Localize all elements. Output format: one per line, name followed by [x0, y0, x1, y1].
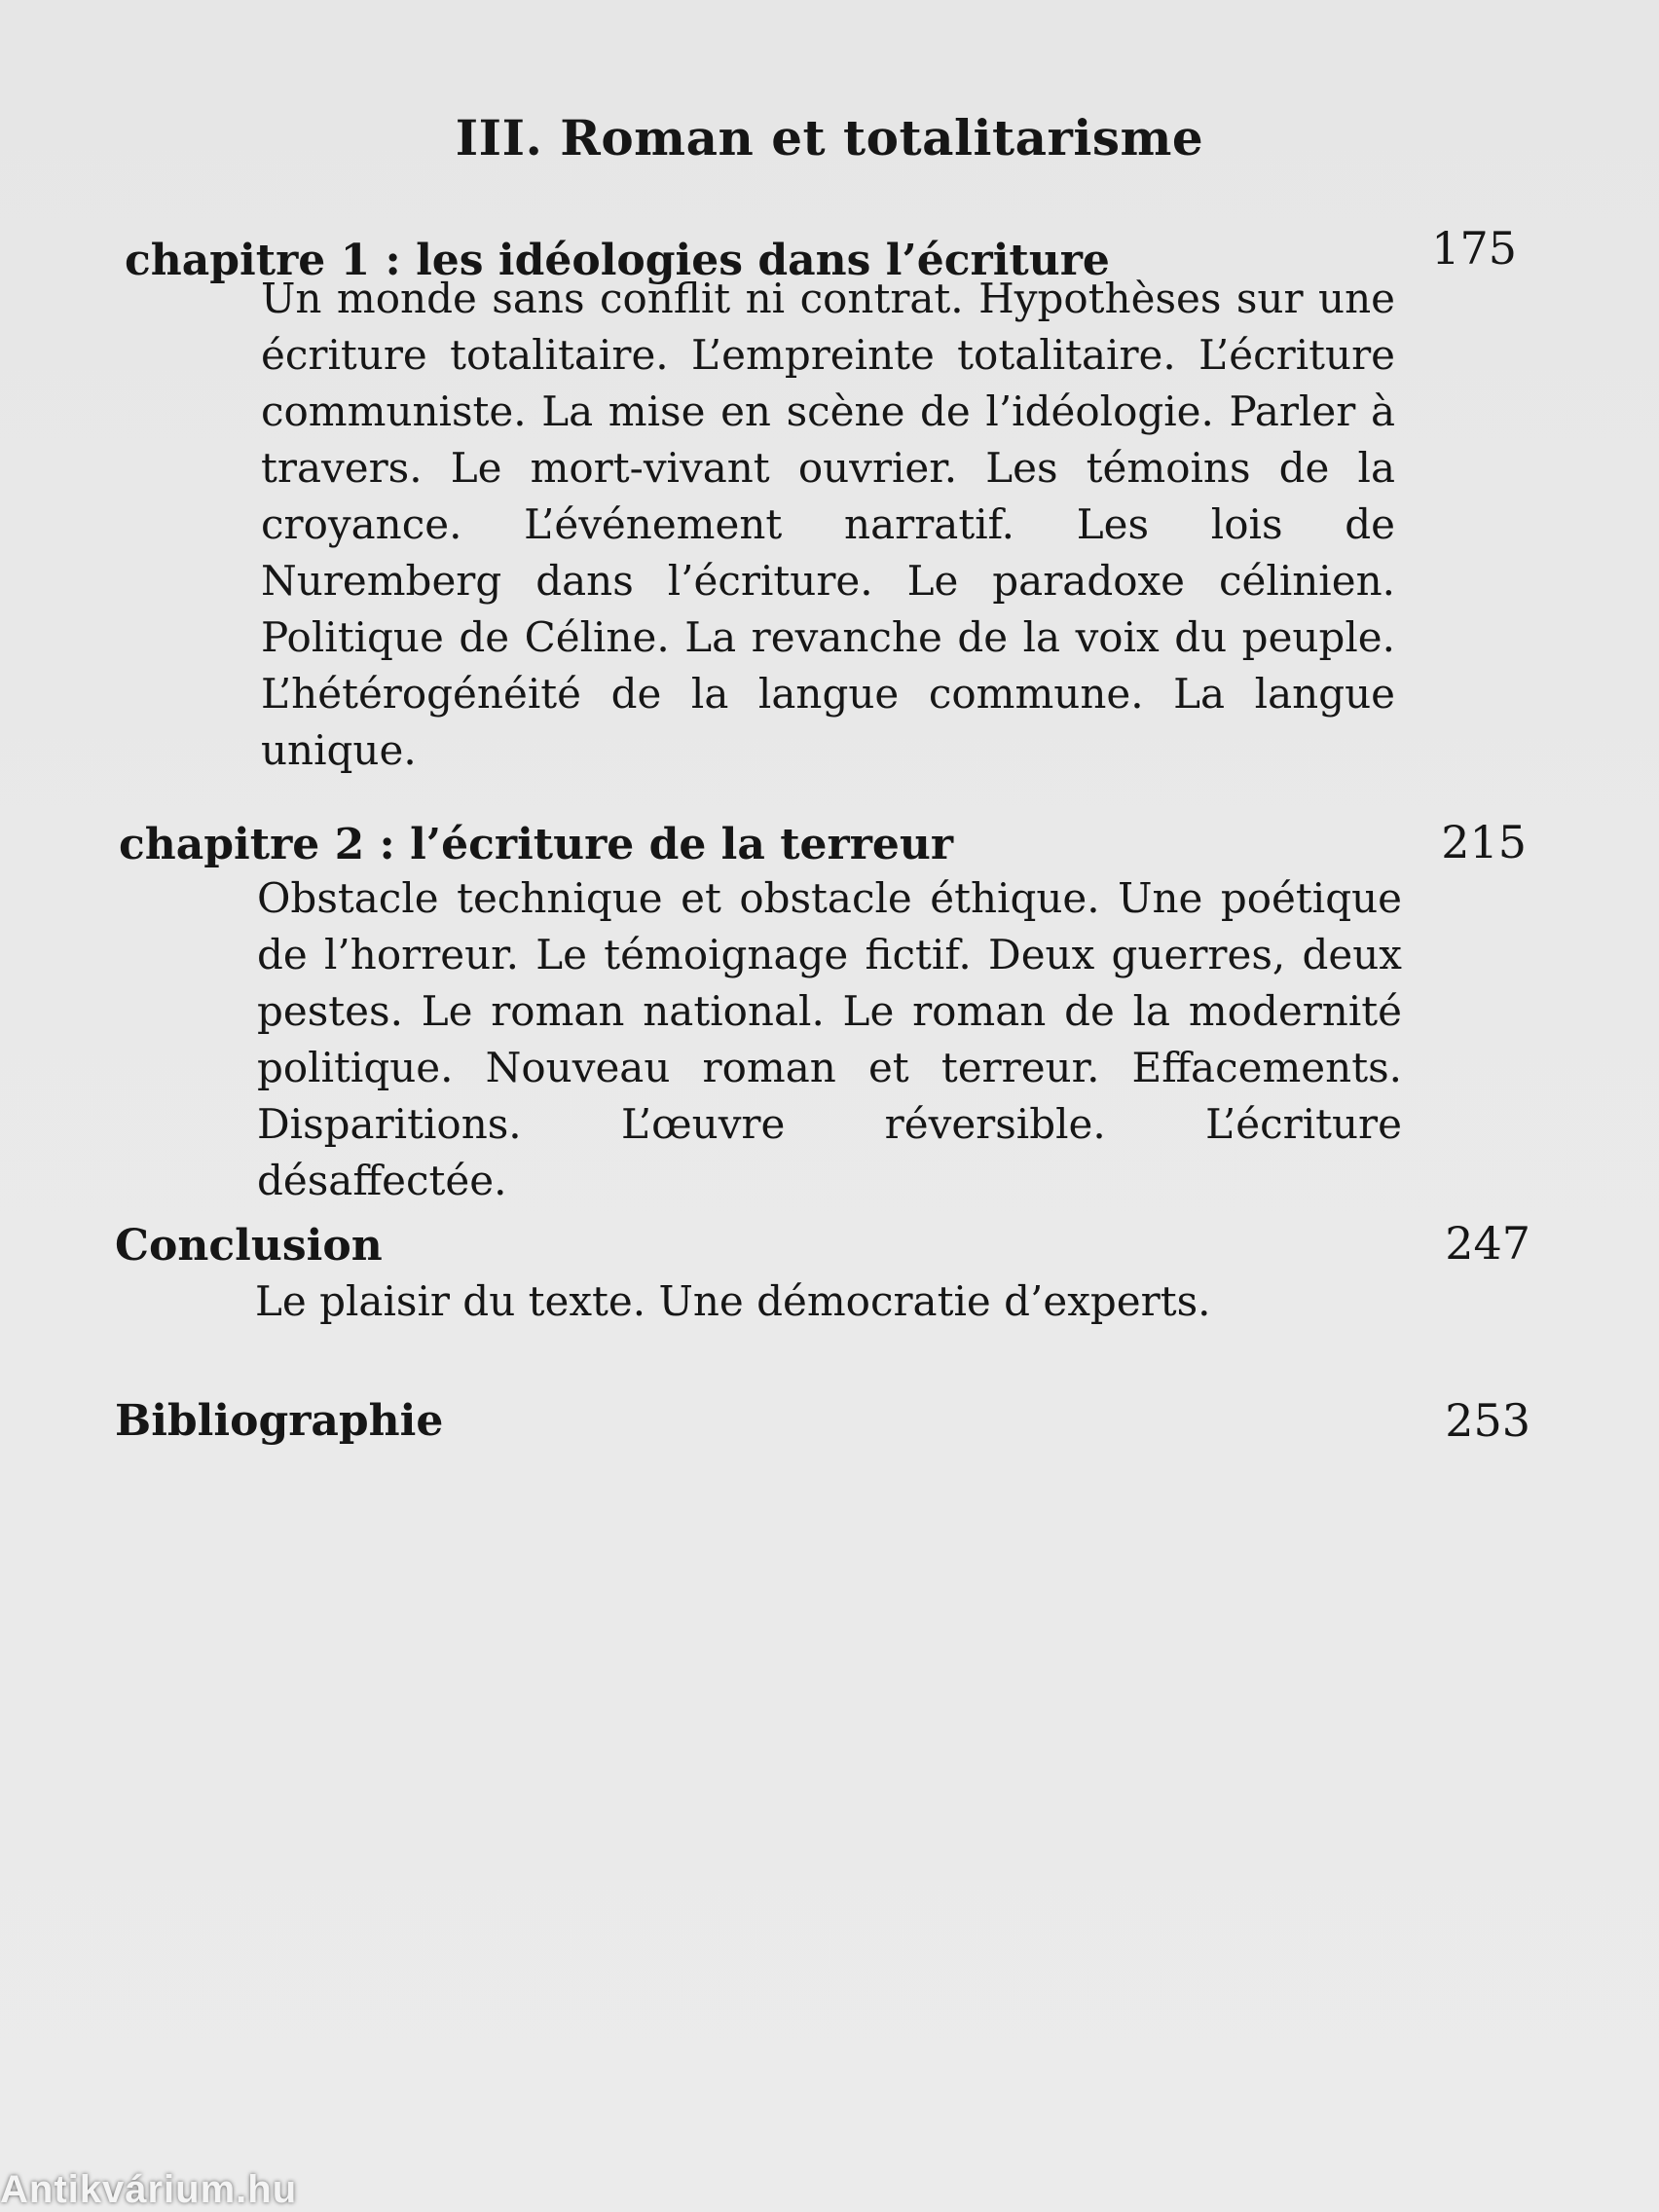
section-title: III. Roman et totalitarisme	[455, 109, 1204, 166]
bibliography-page: 253	[1445, 1394, 1530, 1447]
chapter-1-page: 175	[1431, 222, 1517, 275]
conclusion-page: 247	[1445, 1217, 1530, 1270]
chapter-2-summary: Obstacle technique et obstacle éthique. Une poétique de l’horreur. Le témoignage fictif. Deux guerres, deux pestes. Le roman national. Le roman de la modernité politique. Nouveau roman et terreur. Effacements. Disparitions. L’œuvre réversible. L’écriture désaffectée.	[257, 874, 1402, 1204]
chapter-2-heading: chapitre 2 : l’écriture de la terreur	[119, 820, 954, 869]
chapter-1-summary: Un monde sans conflit ni contrat. Hypothèses sur une écriture totalitaire. L’empreinte totalitaire. L’écriture communiste. La mise en scène de l’idéologie. Parler à travers. Le mort-vivant ouvrier. Les témoins de la croyance. L’événement narratif. Les lois de Nuremberg dans l’écriture. Le paradoxe célinien. Politique de Céline. La revanche de la voix du peuple. L’hétérogénéité de la langue commune. La langue unique.	[261, 275, 1395, 774]
conclusion-heading: Conclusion	[115, 1221, 383, 1271]
chapter-1-heading: chapitre 1 : les idéologies dans l’écriture	[125, 236, 1110, 285]
watermark: Antikvárium.hu	[0, 2168, 298, 2211]
bleed-through-text	[175, 1168, 1441, 1850]
conclusion-summary: Le plaisir du texte. Une démocratie d’experts.	[255, 1277, 1211, 1325]
bibliography-heading: Bibliographie	[115, 1396, 444, 1446]
chapter-2-page: 215	[1441, 816, 1527, 868]
